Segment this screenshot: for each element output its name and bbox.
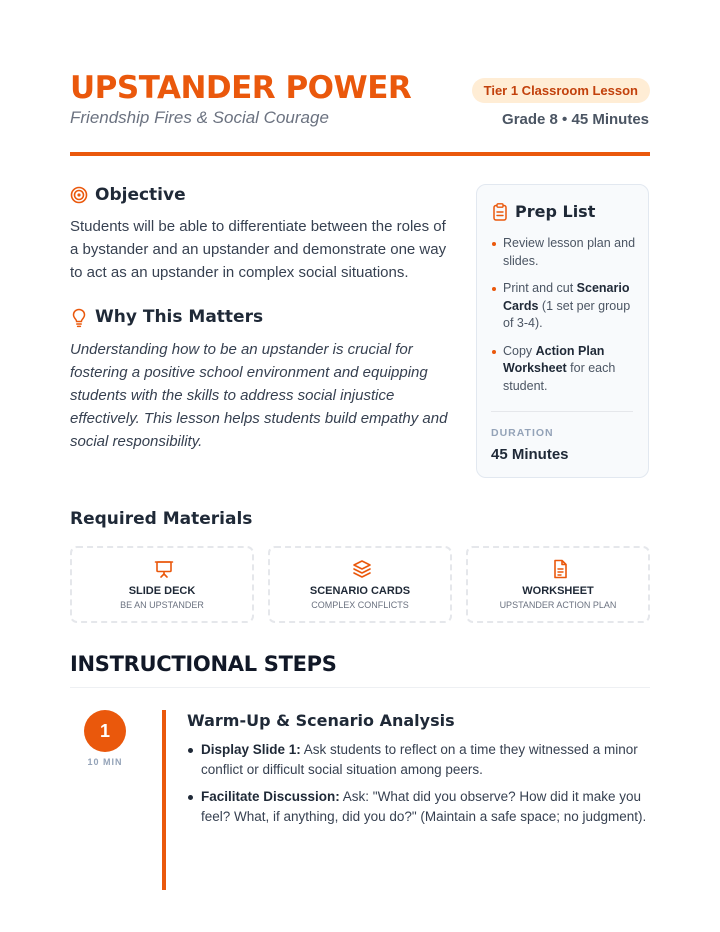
material-desc: BE AN UPSTANDER bbox=[120, 600, 204, 610]
target-icon bbox=[70, 186, 88, 204]
material-name: WORKSHEET bbox=[522, 585, 594, 597]
step-number: 1 bbox=[84, 710, 126, 752]
layers-icon bbox=[352, 559, 372, 579]
duration-value: 45 Minutes bbox=[491, 446, 569, 463]
steps-divider bbox=[70, 687, 650, 688]
step-bullet: Display Slide 1: Ask students to reflect on a time they witnessed a minor conflict or difficult social situation among peers. bbox=[201, 740, 651, 780]
objective-text: Students will be able to differentiate between the roles of a bystander and an upstander and demonstrate one way to act as an upstander in complex social situations. bbox=[70, 218, 447, 281]
prep-item: Print and cut Scenario Cards (1 set per group of 3-4). bbox=[491, 280, 639, 333]
prep-item: Review lesson plan and slides. bbox=[491, 235, 639, 270]
why-text: Understanding how to be an upstander is crucial for fostering a positive school environment and equipping students with the skills to address social injustice effectively. This lesson helps students build empathy and social responsibility. bbox=[70, 341, 448, 450]
material-desc: COMPLEX CONFLICTS bbox=[311, 600, 409, 610]
objective-heading: Objective bbox=[95, 185, 186, 205]
material-card-slide-deck bbox=[70, 546, 254, 623]
lightbulb-icon bbox=[72, 308, 86, 328]
duration-label: DURATION bbox=[491, 427, 554, 439]
step-time: 10 MIN bbox=[87, 757, 123, 767]
material-name: SCENARIO CARDS bbox=[309, 585, 411, 597]
lesson-title: UPSTANDER POWER bbox=[70, 70, 412, 106]
prep-heading: Prep List bbox=[515, 202, 596, 221]
step-bullet: Facilitate Discussion: Ask: "What did you observe? How did it make you feel? What, if anything, did you do?" (Maintain a safe space; no judgment). bbox=[201, 787, 651, 827]
why-heading: Why This Matters bbox=[95, 307, 264, 327]
clipboard-icon bbox=[493, 203, 507, 221]
material-desc: UPSTANDER ACTION PLAN bbox=[499, 600, 617, 610]
material-card-scenario-cards bbox=[268, 546, 452, 623]
prep-card bbox=[476, 184, 649, 478]
prep-divider bbox=[491, 411, 633, 412]
steps-heading: INSTRUCTIONAL STEPS bbox=[70, 652, 337, 676]
materials-heading: Required Materials bbox=[70, 509, 253, 529]
material-name: SLIDE DECK bbox=[128, 585, 196, 597]
material-card-worksheet bbox=[466, 546, 650, 623]
prep-list bbox=[491, 235, 639, 405]
step-title: Warm-Up & Scenario Analysis bbox=[187, 711, 455, 730]
grade-duration: Grade 8 • 45 Minutes bbox=[502, 111, 649, 128]
document-icon bbox=[550, 559, 570, 579]
presentation-icon bbox=[154, 559, 174, 579]
tier-badge: Tier 1 Classroom Lesson bbox=[472, 78, 650, 103]
lesson-subtitle: Friendship Fires & Social Courage bbox=[70, 108, 329, 127]
step-timeline-bar bbox=[162, 710, 166, 890]
step-bullets bbox=[201, 740, 651, 834]
prep-item: Copy Action Plan Worksheet for each student. bbox=[491, 343, 639, 396]
header-divider bbox=[70, 152, 650, 156]
